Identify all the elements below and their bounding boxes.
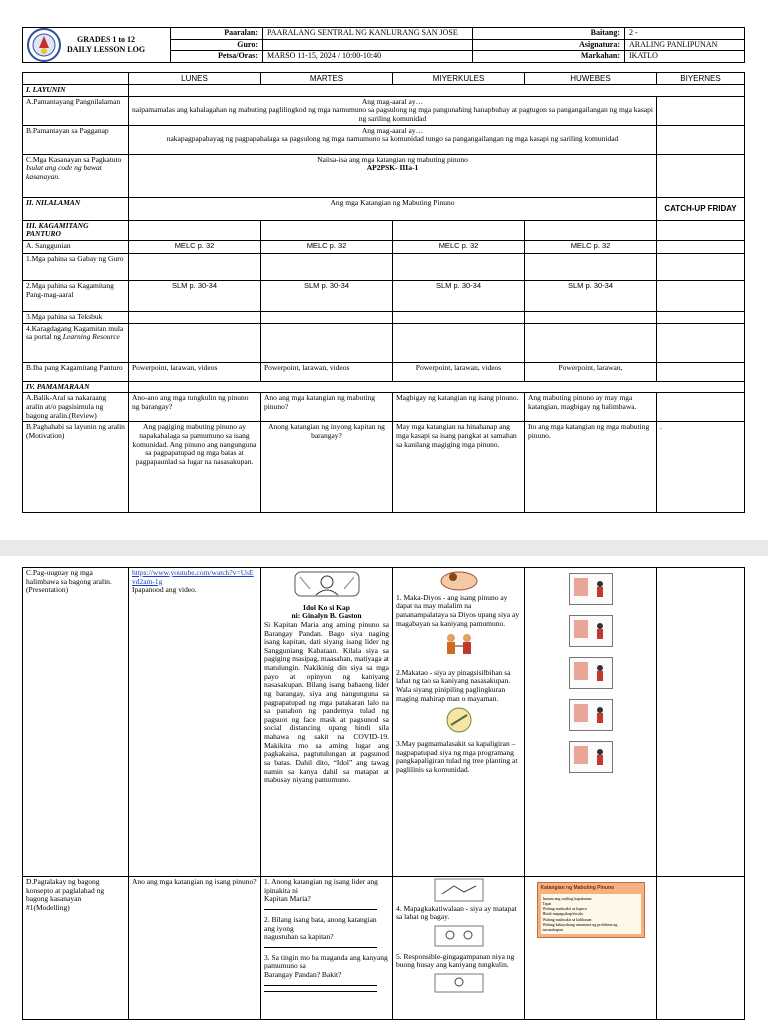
- subject-value: ARALING PANLIPUNAN: [625, 39, 745, 51]
- paghahabi-tue: Anong katangian ng inyong kapitan ng barangay?: [261, 422, 393, 513]
- story-text: Si Kapitan Maria ang aming pinuno sa Barangay Pandan. Bago siya naging isang kapitan, dati siyang isang lider ng Sangguniang Kabataan. Kilala siya sa pagiging masipag, maasahan, matiyaga at matulungin. Nakikinig din siya sa mga payo at opinyon ng kaniyang nasasakupan. Bilang isang babaeng lider ng barangay, siya ang nangunguna sa pagpapatupad ng mga patakaran lalo na sa panahon ng pandemya tulad ng pagsuot ng face mask at pagsunod sa social distancing upang hindi sila mahawa ng sakit na COVID-19. Makikita mo sa aming lugar ang pagkakaisa, pagtutulungan at pagsunod sa batas. Dahil dito, “Idol” ang tawag namin sa kanya dahil sa matapat at mabusay niyang pamumuno.: [264, 619, 389, 785]
- question-1b: Kapitan Maria?: [264, 894, 311, 904]
- paghahabi-thu: Ito ang mga katangian ng mga mabuting pinuno.: [525, 422, 657, 513]
- row-label-karagdagang: 4.Karagdagang Kagamitan mula sa portal ng: [26, 323, 124, 342]
- helping-people-icon: [437, 632, 481, 662]
- question-3a: 3. Sa tingin mo ba maganda ang kanyang pamumuno sa: [264, 952, 388, 971]
- poster-item: Tapat: [542, 900, 552, 906]
- slm-wed: SLM p. 30-34: [393, 281, 525, 312]
- header-table: [22, 27, 745, 63]
- row-label-pamantayang-pangnilalaman: A.Pamantayang Pangnilalaman: [23, 96, 129, 125]
- katangian-item-5: 5. Responsible-gingagampanan niya ng buong husay ang kaniyang tungkulin.: [396, 951, 515, 970]
- day-friday: BIYERNES: [657, 73, 745, 85]
- slide-thumbnail-4: [569, 699, 613, 731]
- children-icon: [434, 973, 484, 993]
- day-wednesday: MIYERKULES: [393, 73, 525, 85]
- row-label-balik-aral: A.Balik-Aral sa nakaraang aralin at/o pagsisimula ng bagong aralin.(Review): [23, 393, 129, 422]
- poster-item: Hindi mapagsikap/tiwala: [542, 911, 583, 917]
- sanggunian-tue: MELC p. 32: [261, 241, 393, 254]
- video-instruction: Ipapanood ang video.: [132, 585, 197, 595]
- grade-label: Baitang:: [473, 28, 625, 40]
- grade-value: 2 -: [625, 28, 745, 40]
- leader-portrait-icon: [294, 571, 360, 597]
- header-title-line1: GRADES 1 to 12: [77, 34, 136, 44]
- row-label-pamantayan-pagganap: B.Pamantayan sa Pagganap: [23, 125, 129, 154]
- katangian-item-3: 3.May pagmamalasakit sa kapaligiran – nagpapatupad siya ng mga programang pangkapaligiran tulad ng tree planting at paglilinis sa komunidad.: [396, 738, 518, 774]
- pagtalakay-mon: Ano ang mga katangian ng isang pinuno?: [129, 877, 261, 1020]
- row-label-sanggunian: A. Sanggunian: [23, 241, 129, 254]
- pangnilalaman-text: naipamamalas ang kahalagahan ng mabuting paglilingkod ng mga namumuno sa pagsulong ng mga pangunahing hanapbuhay at pagtugon sa pangangailangan ng mga kasapi ng sariling komunidad: [132, 105, 653, 124]
- answer-line-2: [264, 944, 377, 948]
- story-title: Idol Ko si Kap: [303, 602, 350, 612]
- lesson-table: [22, 72, 745, 513]
- iba-pang-wed: Powerpoint, larawan, videos: [393, 362, 525, 381]
- balik-aral-mon: Ano-ano ang mga tungkulin ng pinuno ng barangay?: [129, 393, 261, 422]
- poster-item: Walang kakayahang umunawa ng problema ng nasasakupan: [542, 921, 618, 932]
- slide-thumbnail-5: [569, 741, 613, 773]
- lesson-table-continued: [22, 567, 745, 1020]
- section-nilalaman: II. NILALAMAN: [23, 197, 129, 220]
- responsible-leader-icon: [434, 925, 484, 947]
- kasanayan-note: Isulat ang code ng bawat kasanayan.: [26, 163, 102, 182]
- pagganap-text: nakapagpapahayag ng pagpapahalaga sa pagsulong ng mga namumuno sa komunidad tungo sa pangangailangan ng mga kasapi ng sariling komunidad: [166, 134, 619, 144]
- school-label: Paaralan:: [171, 28, 263, 40]
- video-link[interactable]: https://www.youtube.com/watch?v=UsEvd2am-1g: [132, 568, 254, 586]
- katangian-item-4: 4. Mapagkakatiwalaan - siya ay matapat sa lahat ng bagay.: [396, 903, 517, 922]
- deped-seal-icon: [27, 28, 61, 62]
- pagganap-intro: Ang mag-aaral ay…: [361, 125, 424, 135]
- karagdagang-italic: Learning Resource: [62, 332, 120, 342]
- katangian-item-1: 1. Maka-Diyos - ang isang pinuno ay dapat na may malalim na pananampalataya sa Diyos upang siya ay magabayan sa kaniyang pamumuno.: [396, 592, 520, 628]
- day-tuesday: MARTES: [261, 73, 393, 85]
- nilalaman-text: Ang mga Katangian ng Mabuting Pinuno: [129, 197, 657, 220]
- answer-line-1: [264, 906, 377, 910]
- quarter-label: Markahan:: [473, 51, 625, 63]
- trust-handshake-icon: [434, 878, 484, 902]
- row-label-kagamitang-mag-aaral: 2.Mga pahina sa Kagamitang Pang-mag-aaral: [23, 281, 129, 312]
- question-2b: nagustuhan sa kapitan?: [264, 932, 334, 942]
- sanggunian-thu: MELC p. 32: [525, 241, 657, 254]
- subject-label: Asignatura:: [473, 39, 625, 51]
- answer-line-3: [264, 982, 377, 986]
- balik-aral-wed: Magbigay ng katangian ng isang pinuno.: [393, 393, 525, 422]
- slm-tue: SLM p. 30-34: [261, 281, 393, 312]
- praying-person-icon: [437, 569, 481, 591]
- row-label-pag-uugnay: C.Pag-uugnay ng mga halimbawa sa bagong aralin.(Presentation): [23, 568, 129, 877]
- section-kagamitang: III. KAGAMITANG PANTURO: [23, 220, 129, 240]
- kasanayan-code: AP2PSK- IIIa-1: [366, 163, 419, 173]
- paghahabi-wed: May mga katangian na hinahanap ang mga kasapi sa isang pangkat at samahan sa kanilang magiging mga pinuno.: [393, 422, 525, 513]
- question-1a: 1. Anong katangian ng isang lider ang ipinakita ni: [264, 877, 378, 895]
- tree-planting-icon: [443, 707, 475, 733]
- section-layunin: I. LAYUNIN: [23, 85, 129, 97]
- row-label-kasanayan: C.Mga Kasanayan sa Pagkatuto: [26, 154, 122, 164]
- header-logo-cell: [23, 28, 171, 63]
- teacher-label: Guro:: [171, 39, 263, 51]
- paghahabi-fri: .: [657, 422, 745, 513]
- sanggunian-mon: MELC p. 32: [129, 241, 261, 254]
- date-value: MARSO 11-15, 2024 / 10:00-10:40: [263, 51, 473, 63]
- school-value: PAARALANG SENTRAL NG KANLURANG SAN JOSE: [263, 28, 473, 40]
- pangnilalaman-intro: Ang mag-aaral ay…: [361, 96, 424, 106]
- poster-title: Katangian ng Mabuting Pinuno: [540, 885, 615, 891]
- row-label-teksbuk: 3.Mga pahina sa Teksbuk: [23, 312, 129, 324]
- question-2a: 2. Bilang isang bata, anong katangian ang iyong: [264, 914, 377, 933]
- sanggunian-wed: MELC p. 32: [393, 241, 525, 254]
- kasanayan-text: Naiisa-isa ang mga katangian ng mabuting pinuno: [317, 154, 468, 164]
- paghahabi-mon: Ang pagiging mabuting pinuno ay napakahalaga sa pamumuno sa isang komunidad. Ang pinuno ang nangunguna sa pagpapatupad ng mga batas at pagpapaunlad sa lugar na nasasakupan.: [129, 422, 261, 513]
- poster-item: Walang malasakit sa kalikasan: [542, 916, 592, 922]
- row-label-pagtalakay: D.Pagtalakay ng bagong konsepto at paglalahad ng bagong kasanayan #1(Modelling): [23, 877, 129, 1020]
- balik-aral-thu: Ang mabuting pinuno ay may mga katangian, magbigay ng halimbawa.: [525, 393, 657, 422]
- header-title-line2: DAILY LESSON LOG: [67, 45, 146, 54]
- iba-pang-thu: Powerpoint, larawan,: [525, 362, 657, 381]
- slm-mon: SLM p. 30-34: [129, 281, 261, 312]
- teacher-value: [263, 39, 473, 51]
- balik-aral-tue: Ano ang mga katangian ng mabuting pinuno?: [261, 393, 393, 422]
- row-label-iba-pang: B.Iba pang Kagamitang Panturo: [23, 362, 129, 381]
- lesson-log-page-2: [0, 556, 768, 1024]
- row-label-gabay: 1.Mga pahina sa Gabay ng Guro: [23, 254, 129, 281]
- slide-thumbnail-1: [569, 573, 613, 605]
- katangian-poster: [537, 882, 645, 938]
- date-label: Petsa/Oras:: [171, 51, 263, 63]
- iba-pang-mon: Powerpoint, larawan, videos: [129, 362, 261, 381]
- day-monday: LUNES: [129, 73, 261, 85]
- iba-pang-tue: Powerpoint, larawan, videos: [261, 362, 393, 381]
- katangian-item-2: 2.Makatao - siya ay pinagsisilbihan sa lahat ng tao sa kaniyang nasasakupan. Wala siyang pinipiling paglingkuran maging mahirap man o mayaman.: [396, 667, 511, 703]
- slide-thumbnail-2: [569, 615, 613, 647]
- slide-thumbnail-3: [569, 657, 613, 689]
- answer-line-4: [264, 988, 377, 992]
- story-author: ni: Ginalyn B. Gaston: [291, 611, 362, 621]
- poster-item: Walang malasakit sa kapwa: [542, 906, 587, 912]
- quarter-value: IKATLO: [625, 51, 745, 63]
- slm-thu: SLM p. 30-34: [525, 281, 657, 312]
- poster-item: Inuuna ang sariling kapakanan: [542, 895, 592, 901]
- catch-up-friday: CATCH-UP FRIDAY: [657, 197, 745, 220]
- day-thursday: HUWEBES: [525, 73, 657, 85]
- row-label-paghahabi: B.Paghahabi sa layunin ng aralin (Motivation): [23, 422, 129, 513]
- question-3b: Barangay Pandan? Bakit?: [264, 970, 342, 979]
- section-pamamaraan: IV. PAMAMARAAN: [23, 381, 129, 393]
